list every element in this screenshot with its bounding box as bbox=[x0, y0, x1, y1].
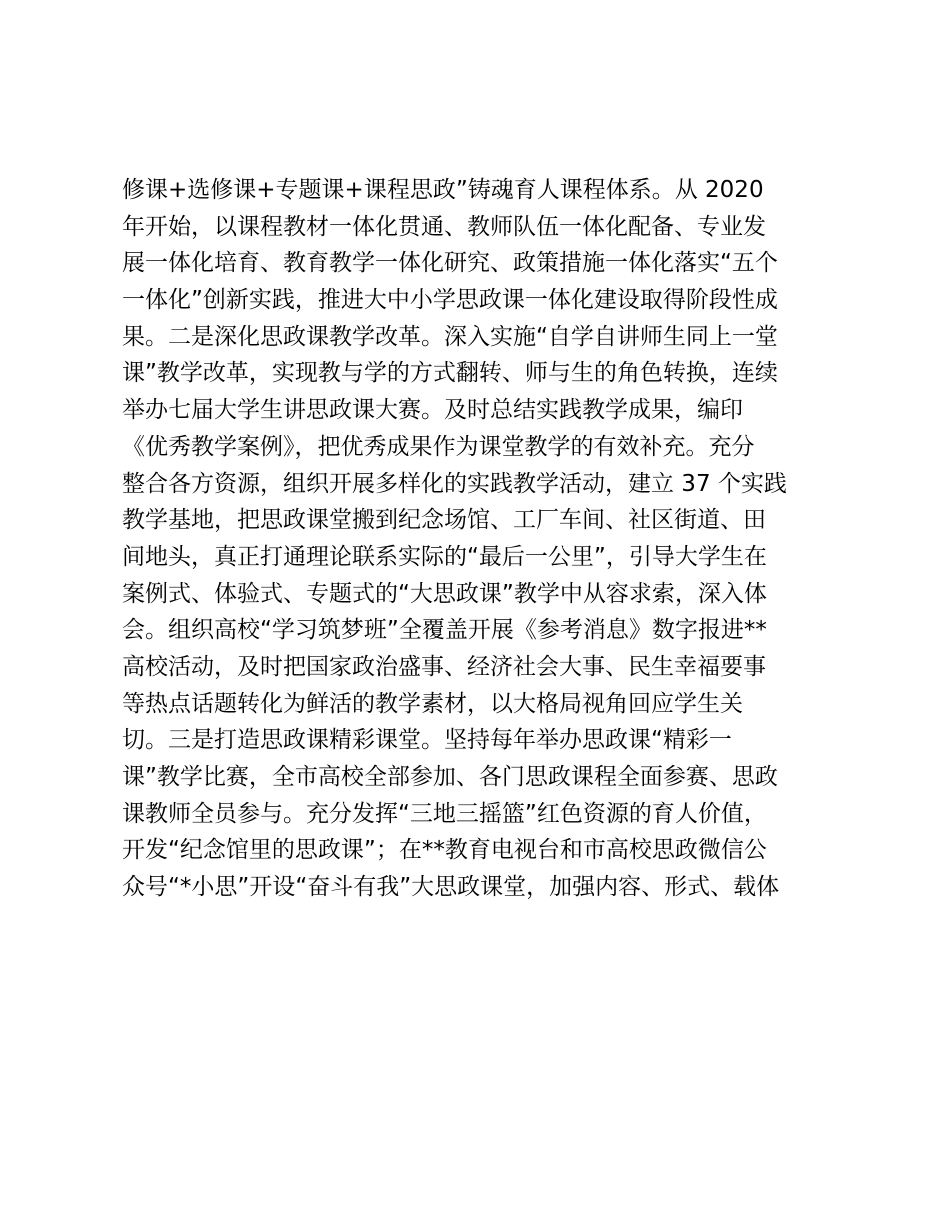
text-line: 展一体化培育、教育教学一体化研究、政策措施一体化落实“五个 bbox=[122, 250, 778, 277]
text-line: 修课+选修课+专题课+课程思政”铸魂育人课程体系。从 2020 bbox=[122, 177, 764, 203]
text-line: 年开始，以课程教材一体化贯通、教师队伍一体化配备、专业发 bbox=[122, 213, 766, 240]
text-line: 切。三是打造思政课精彩课堂。坚持每年举办思政课“精彩一 bbox=[122, 727, 732, 754]
text-line: 高校活动，及时把国家政治盛事、经济社会大事、民生幸福要事 bbox=[122, 653, 766, 680]
text-line: 《优秀教学案例》，把优秀成果作为课堂教学的有效补充。充分 bbox=[122, 433, 755, 460]
text-line: 开发“纪念馆里的思政课”；在**教育电视台和市高校思政微信公 bbox=[122, 837, 767, 864]
text-line: 一体化”创新实践，推进大中小学思政课一体化建设取得阶段性成 bbox=[122, 287, 778, 314]
text-line: 课教师全员参与。充分发挥“三地三摇篮”红色资源的育人价值， bbox=[122, 800, 767, 827]
text-line: 果。二是深化思政课教学改革。深入实施“自学自讲师生同上一堂 bbox=[122, 323, 778, 350]
body-paragraph bbox=[122, 172, 842, 906]
text-line: 举办七届大学生讲思政课大赛。及时总结实践教学成果，编印 bbox=[122, 397, 743, 424]
text-line: 等热点话题转化为鲜活的教学素材，以大格局视角回应学生关 bbox=[122, 690, 743, 717]
text-line: 间地头，真正打通理论联系实际的“最后一公里”，引导大学生在 bbox=[122, 543, 767, 570]
text-line: 课”教学比赛，全市高校全部参加、各门思政课程全面参赛、思政 bbox=[122, 764, 778, 790]
text-line: 整合各方资源，组织开展多样化的实践教学活动，建立 37 个实践 bbox=[122, 470, 787, 497]
text-line: 案例式、体验式、专题式的“大思政课”教学中从容求索，深入体 bbox=[122, 580, 767, 607]
text-line: 课”教学改革，实现教与学的方式翻转、师与生的角色转换，连续 bbox=[122, 360, 778, 387]
text-line: 教学基地，把思政课堂搬到纪念场馆、工厂车间、社区街道、田 bbox=[122, 507, 766, 534]
text-line: 众号“*小思”开设“奋斗有我”大思政课堂，加强内容、形式、载体 bbox=[122, 874, 780, 901]
text-line: 会。组织高校“学习筑梦班”全覆盖开展《参考消息》数字报进** bbox=[122, 617, 767, 644]
